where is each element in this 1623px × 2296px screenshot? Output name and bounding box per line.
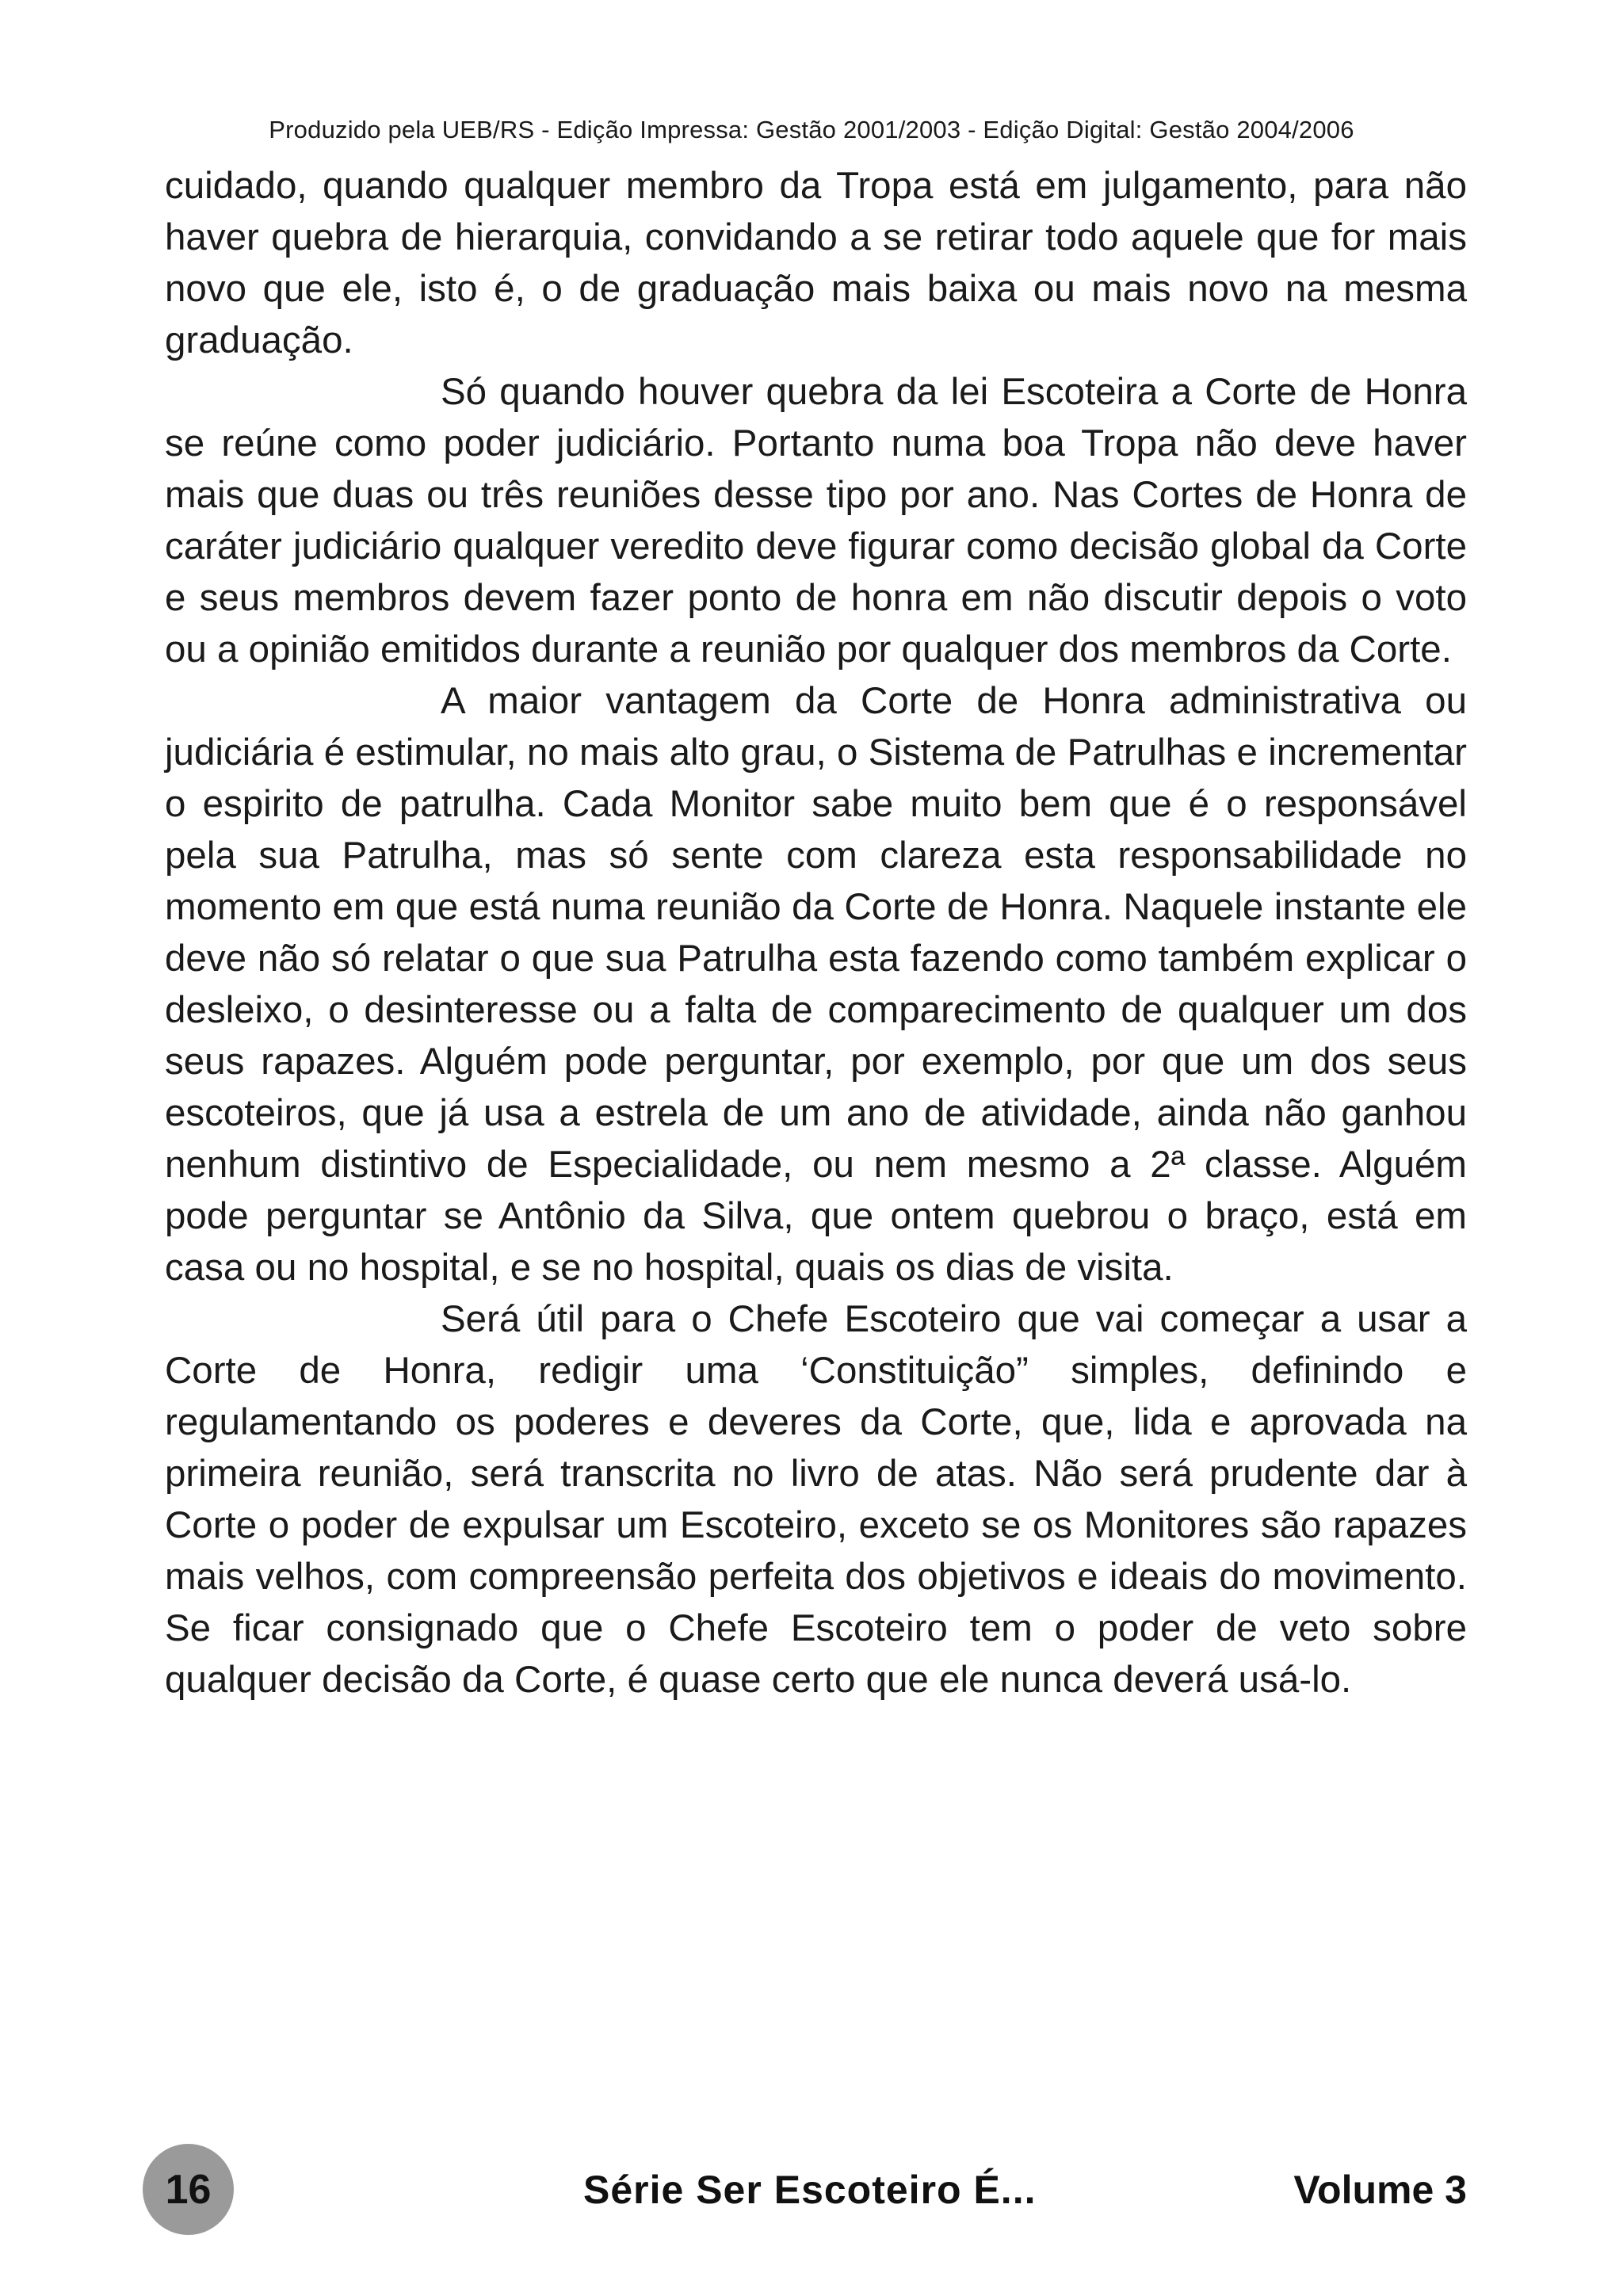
paragraph-4: Será útil para o Chefe Escoteiro que vai começar a usar a Corte de Honra, redigir uma ‘Constituição” simples, definindo e regulamentando os poderes e deveres da Corte, que, lida e aprovada na primeira reunião, será transcrita no livro de atas. Não será prudente dar à Corte o poder de expulsar um Escoteiro, exceto se os Monitores são rapazes mais velhos, com compreensão perfeita dos objetivos e ideais do movimento. Se ficar consignado que o Chefe Escoteiro tem o poder de veto sobre qualquer decisão da Corte, é quase certo que ele nunca deverá usá-lo. <box>165 1298 1467 1701</box>
paragraph-3: A maior vantagem da Corte de Honra administrativa ou judiciária é estimular, no mais alto grau, o Sistema de Patrulhas e incrementar o espirito de patrulha. Cada Monitor sabe muito bem que é o responsável pela sua Patrulha, mas só sente com clareza esta responsabilidade no momento em que está numa reunião da Corte de Honra. Naquele instante ele deve não só relatar o que sua Patrulha esta fazendo como também explicar o desleixo, o desinteresse ou a falta de comparecimento de qualquer um dos seus rapazes. Alguém pode perguntar, por exemplo, por que um dos seus escoteiros, que já usa a estrela de um ano de atividade, ainda não ganhou nenhum distintivo de Especialidade, ou nem mesmo a 2ª classe. Alguém pode perguntar se Antônio da Silva, que ontem quebrou o braço, está em casa ou no hospital, e se no hospital, quais os dias de visita. <box>165 680 1467 1289</box>
page-number-badge: 16 <box>143 2144 234 2235</box>
body-text <box>165 160 1467 1706</box>
paragraph-2: Só quando houver quebra da lei Escoteira a Corte de Honra se reúne como poder judiciário. Portanto numa boa Tropa não deve haver mais que duas ou três reuniões desse tipo por ano. Nas Cortes de Honra de caráter judiciário qualquer veredito deve figurar como decisão global da Corte e seus membros devem fazer ponto de honra em não discutir depois o voto ou a opinião emitidos durante a reunião por qualquer dos membros da Corte. <box>165 371 1467 670</box>
page-header: Produzido pela UEB/RS - Edição Impressa: Gestão 2001/2003 - Edição Digital: Gestão 2004/2006 <box>269 116 1354 143</box>
page-footer <box>0 2144 1623 2239</box>
series-title: Série Ser Escoteiro É... <box>583 2168 1037 2212</box>
volume-label: Volume 3 <box>1293 2168 1467 2212</box>
paragraph-1: cuidado, quando qualquer membro da Tropa está em julgamento, para não haver quebra de hierarquia, convidando a se retirar todo aquele que for mais novo que ele, isto é, o de graduação mais baixa ou mais novo na mesma graduação. <box>165 165 1467 361</box>
